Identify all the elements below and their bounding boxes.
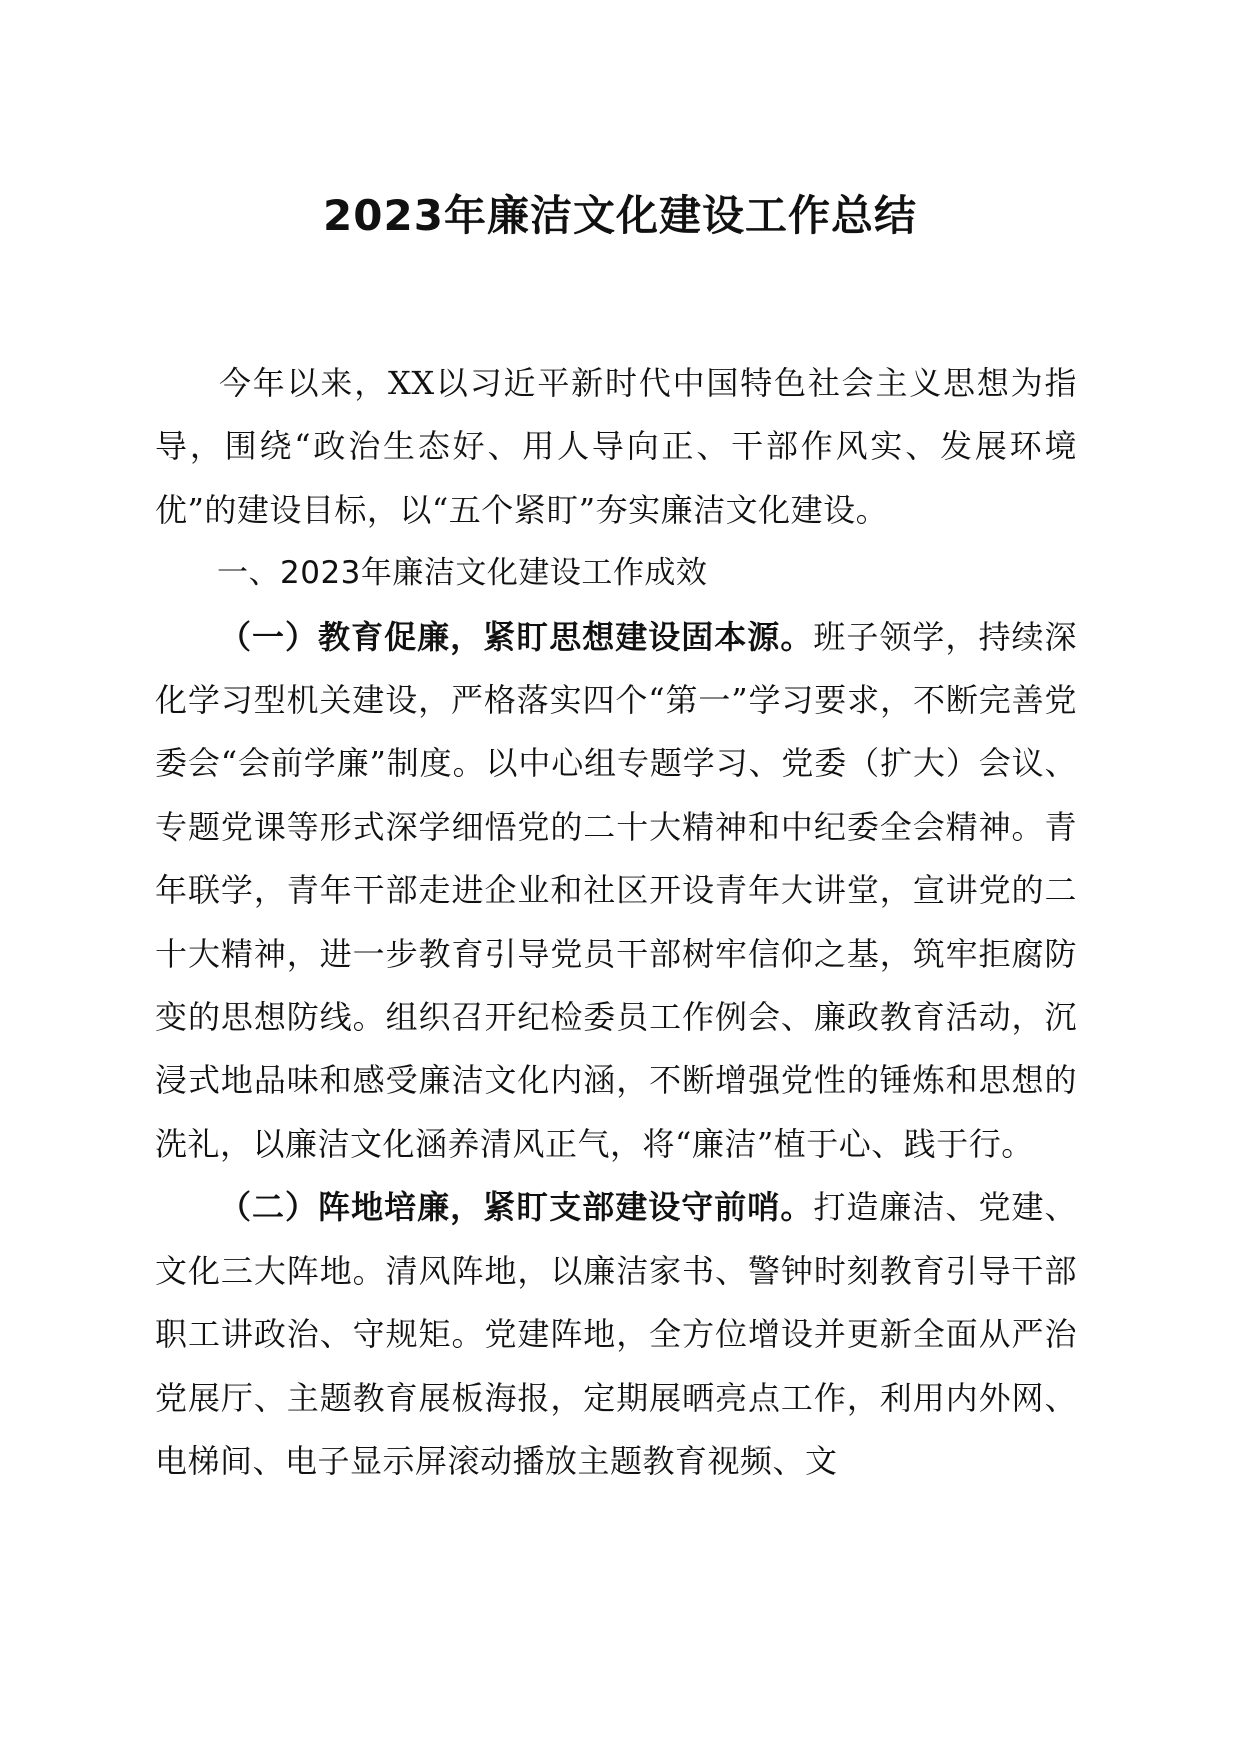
item-2-text: 打造廉洁、党建、文化三大阵地。清风阵地，以廉洁家书、警钟时刻教育引导干部职工讲政治、守规矩。党建阵地，全方位增设并更新全面从严治党展厅、主题教育展板海报，定期展晒亮点工作，利用内外网、电梯间、电子显示屏滚动播放主题教育视频、文 <box>155 1188 1077 1480</box>
document-body <box>155 352 1077 1493</box>
document-title: 2023年廉洁文化建设工作总结 <box>323 191 917 240</box>
paragraph-item-1 <box>155 606 1077 1177</box>
paragraph-item-2 <box>155 1176 1077 1493</box>
section-heading: 一、2023年廉洁文化建设工作成效 <box>217 555 708 592</box>
item-1-lead: （一）教育促廉，紧盯思想建设固本源。 <box>219 617 814 656</box>
item-2-lead: （二）阵地培廉，紧盯支部建设守前哨。 <box>219 1188 814 1227</box>
intro-paragraph: 今年以来，XX以习近平新时代中国特色社会主义思想为指导，围绕“政治生态好、用人导向正、干部作风实、发展环境优”的建设目标，以“五个紧盯”夯实廉洁文化建设。 <box>155 364 1077 529</box>
item-1-text: 班子领学，持续深化学习型机关建设，严格落实四个“第一”学习要求，不断完善党委会“会前学廉”制度。以中心组专题学习、党委（扩大）会议、专题党课等形式深学细悟党的二十大精神和中纪委全会精神。青年联学，青年干部走进企业和社区开设青年大讲堂，宣讲党的二十大精神，进一步教育引导党员干部树牢信仰之基，筑牢拒腐防变的思想防线。组织召开纪检委员工作例会、廉政教育活动，沉浸式地品味和感受廉洁文化内涵，不断增强党性的锤炼和思想的洗礼，以廉洁文化涵养清风正气，将“廉洁”植于心、践于行。 <box>155 617 1077 1163</box>
